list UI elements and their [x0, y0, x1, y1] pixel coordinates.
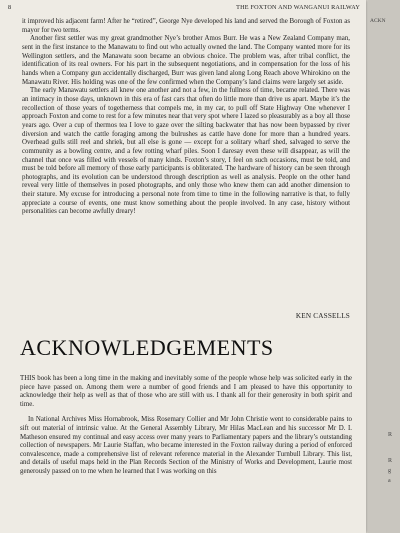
paragraph: In National Archives Miss Hornabrook, Miss Rosemary Collier and Mr John Christie went to considerable pains to sift out material of intrinsic value. At the General Assembly Library, Mr Hilas MacLean and his successor Mr D. I. Matheson ensured my continual and easy access over many years to Parliamentary papers and the library’s outstanding collection of newspapers. Mr Laurie Staffan, who became interested in the Foxton railway during a period of enforced convalescence, made a comprehensive list of relevant reference material in the Alexander Turnbull Library. This list, and details of useful maps held in the Plan Records Section of the Ministry of Works and Development, Laurie most generously passed on to me when he learned that I was working on this	[20, 416, 352, 475]
author-signature: KEN CASSELLS	[295, 312, 350, 320]
section-title: ACKNOWLEDGEMENTS	[20, 335, 274, 360]
adjacent-text-fragment: a	[388, 478, 391, 484]
adjacent-text-fragment: R	[388, 432, 393, 438]
page-header	[8, 4, 360, 14]
paragraph: Another first settler was my great grandmother Nye’s brother Amos Burr. He was a New Zealand Company man, sent in the first instance to the Manawatu to find out who actually owned the land. The Company wanted more for its Wellington settlers, and the Manawatu soon became an obvious choice. The problem was, after tribal conflict, the identification of its real owners. For his part in the subsequent negotiations, and in compensation for the loss of his hands when a Company gun accidentally discharged, Burr was given land along Long Reach above Whirokino on the Manawatu River. His holding was one of the few confirmed when the Company’s land claims were largely set aside.	[22, 35, 350, 86]
adjacent-text-fragment: R	[388, 458, 393, 464]
paragraph: The early Manawatu settlers all knew one another and not a few, in the fullness of time, became related. There was an intimacy in those days, unknown in this era of fast cars that often do little more than drive us apart. Maybe it’s the recollection of those years of togetherness that compels me, in my car, to pull off State Highway One whenever I approach Foxton and come to rest for a few minutes near that very spot where I lazed so pleasurably as a boy all those years ago. Over a cup of thermos tea I love to gaze over the silting backwater that has now been bypassed by river diversion and watch the cattle foraging among the bulrushes as cattle have done for more than a hundred years. Overhead gulls still reel and shriek, but all else is gone — except for a solitary wharf shed, salvaged to serve the community as a bowling centre, and a few rotting wharf piles. Soon I daresay even these will disappear, as will the channel that once was filled with vessels of many kinds. Foxton’s story, I feel on such occasions, must be told, and must be told before all memory of those early participants is obliterated. The hardware of history can be seen through photographs, and its evolution can be understood through description as well as analysis. People on the other hand reveal very little of themselves in posed photographs, and only those who knew them can add another dimension to their stature. My excuse for introducing a personal note from time to time in the following narrative is that, to fully appreciate a course of events, one must know something about the people involved. In any case, history without personalities can become awfully dreary!	[22, 87, 350, 216]
body-text	[22, 18, 350, 217]
acknowledgements-text	[20, 375, 352, 484]
adjacent-running-title: ACKN	[370, 18, 386, 24]
paragraph: it improved his adjacent farm! After he “retired”, George Nye developed his land and served the Borough of Foxton as mayor for two terms.	[22, 18, 350, 34]
adjacent-page-edge	[368, 0, 400, 533]
page-number: 8	[8, 4, 12, 11]
running-title: THE FOXTON AND WANGANUI RAILWAY	[236, 4, 360, 11]
paragraph: THIS book has been a long time in the making and inevitably some of the people whose help was solicited early in the piece have passed on. Among them were a number of good friends and I am pleased to have this opportunity to acknowledge their help as well as that of those who are still with us. I thank all for their generosity in both spirit and time.	[20, 375, 352, 408]
adjacent-text-fragment: g	[388, 468, 391, 474]
